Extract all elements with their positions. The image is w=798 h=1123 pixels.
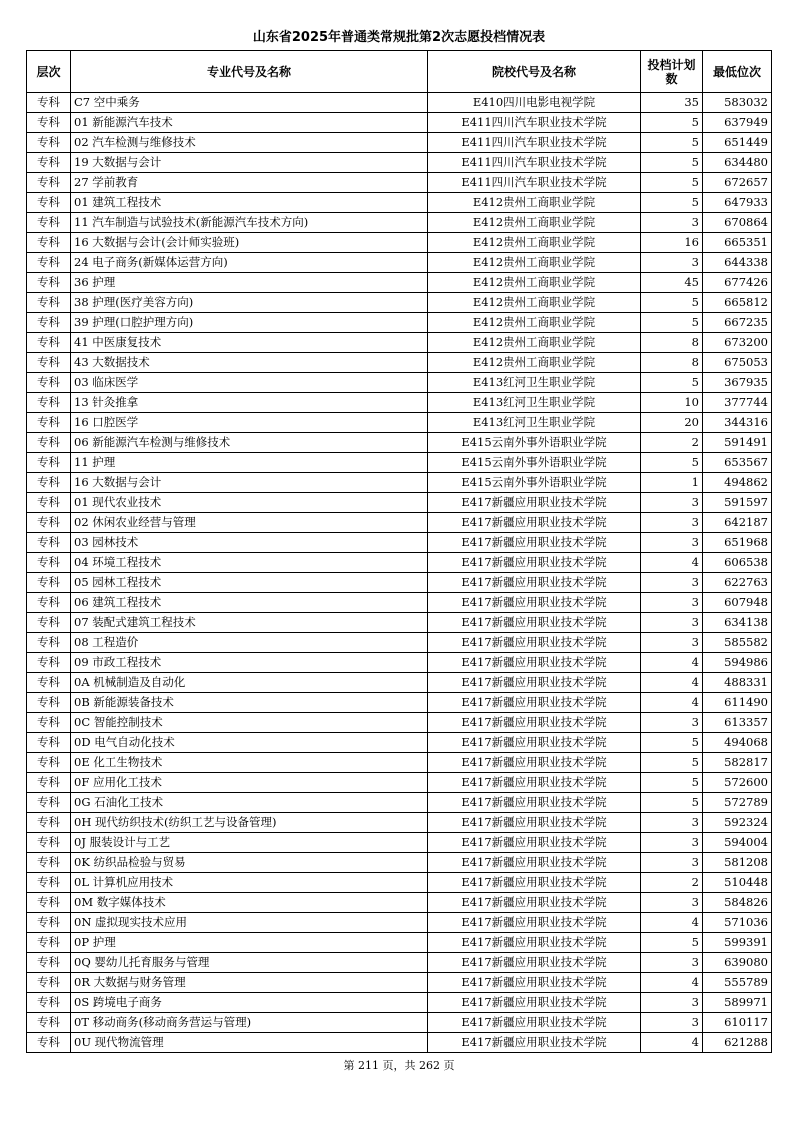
level-cell: 专科 <box>27 553 71 573</box>
plan-count-cell: 8 <box>641 333 703 353</box>
table-row <box>27 733 772 753</box>
level-cell: 专科 <box>27 93 71 113</box>
major-cell: 02 休闲农业经营与管理 <box>71 513 428 533</box>
min-rank-cell: 665812 <box>703 293 772 313</box>
school-cell: E417新疆应用职业技术学院 <box>428 933 641 953</box>
major-cell: 02 汽车检测与维修技术 <box>71 133 428 153</box>
min-rank-cell: 665351 <box>703 233 772 253</box>
level-cell: 专科 <box>27 993 71 1013</box>
level-cell: 专科 <box>27 673 71 693</box>
school-cell: E415云南外事外语职业学院 <box>428 433 641 453</box>
level-cell: 专科 <box>27 793 71 813</box>
min-rank-cell: 494068 <box>703 733 772 753</box>
level-cell: 专科 <box>27 713 71 733</box>
table-row <box>27 1033 772 1053</box>
major-cell: 13 针灸推拿 <box>71 393 428 413</box>
table-row <box>27 933 772 953</box>
plan-count-cell: 5 <box>641 773 703 793</box>
level-cell: 专科 <box>27 473 71 493</box>
table-row <box>27 333 772 353</box>
major-cell: 27 学前教育 <box>71 173 428 193</box>
major-cell: 0K 纺织品检验与贸易 <box>71 853 428 873</box>
plan-count-cell: 4 <box>641 693 703 713</box>
level-cell: 专科 <box>27 813 71 833</box>
table-row <box>27 533 772 553</box>
min-rank-cell: 642187 <box>703 513 772 533</box>
plan-count-cell: 5 <box>641 153 703 173</box>
table-row <box>27 193 772 213</box>
school-cell: E415云南外事外语职业学院 <box>428 453 641 473</box>
level-cell: 专科 <box>27 293 71 313</box>
level-cell: 专科 <box>27 953 71 973</box>
school-cell: E412贵州工商职业学院 <box>428 193 641 213</box>
level-cell: 专科 <box>27 693 71 713</box>
table-row <box>27 853 772 873</box>
table-row <box>27 93 772 113</box>
min-rank-cell: 644338 <box>703 253 772 273</box>
min-rank-cell: 581208 <box>703 853 772 873</box>
major-cell: 24 电子商务(新媒体运营方向) <box>71 253 428 273</box>
major-cell: 0L 计算机应用技术 <box>71 873 428 893</box>
major-cell: 0G 石油化工技术 <box>71 793 428 813</box>
min-rank-cell: 510448 <box>703 873 772 893</box>
school-cell: E412贵州工商职业学院 <box>428 233 641 253</box>
table-row <box>27 753 772 773</box>
min-rank-cell: 488331 <box>703 673 772 693</box>
plan-count-cell: 5 <box>641 173 703 193</box>
major-cell: 03 园林技术 <box>71 533 428 553</box>
min-rank-cell: 599391 <box>703 933 772 953</box>
table-row <box>27 133 772 153</box>
plan-count-cell: 5 <box>641 293 703 313</box>
min-rank-cell: 367935 <box>703 373 772 393</box>
school-cell: E417新疆应用职业技术学院 <box>428 893 641 913</box>
admission-table <box>26 50 772 1053</box>
header-plan: 投档计划数 <box>641 51 703 93</box>
min-rank-cell: 672657 <box>703 173 772 193</box>
plan-count-cell: 35 <box>641 93 703 113</box>
level-cell: 专科 <box>27 513 71 533</box>
min-rank-cell: 594004 <box>703 833 772 853</box>
plan-count-cell: 2 <box>641 873 703 893</box>
min-rank-cell: 651449 <box>703 133 772 153</box>
plan-count-cell: 4 <box>641 1033 703 1053</box>
plan-count-cell: 5 <box>641 793 703 813</box>
min-rank-cell: 571036 <box>703 913 772 933</box>
school-cell: E417新疆应用职业技术学院 <box>428 593 641 613</box>
level-cell: 专科 <box>27 573 71 593</box>
min-rank-cell: 637949 <box>703 113 772 133</box>
major-cell: C7 空中乘务 <box>71 93 428 113</box>
table-row <box>27 573 772 593</box>
major-cell: 0U 现代物流管理 <box>71 1033 428 1053</box>
min-rank-cell: 639080 <box>703 953 772 973</box>
table-row <box>27 153 772 173</box>
school-cell: E413红河卫生职业学院 <box>428 393 641 413</box>
min-rank-cell: 591491 <box>703 433 772 453</box>
level-cell: 专科 <box>27 233 71 253</box>
school-cell: E411四川汽车职业技术学院 <box>428 153 641 173</box>
level-cell: 专科 <box>27 1013 71 1033</box>
min-rank-cell: 634480 <box>703 153 772 173</box>
table-row <box>27 633 772 653</box>
plan-count-cell: 3 <box>641 993 703 1013</box>
level-cell: 专科 <box>27 533 71 553</box>
level-cell: 专科 <box>27 893 71 913</box>
plan-count-cell: 5 <box>641 933 703 953</box>
table-row <box>27 253 772 273</box>
min-rank-cell: 634138 <box>703 613 772 633</box>
major-cell: 0E 化工生物技术 <box>71 753 428 773</box>
plan-count-cell: 3 <box>641 533 703 553</box>
min-rank-cell: 555789 <box>703 973 772 993</box>
table-row <box>27 773 772 793</box>
min-rank-cell: 677426 <box>703 273 772 293</box>
plan-count-cell: 10 <box>641 393 703 413</box>
level-cell: 专科 <box>27 413 71 433</box>
level-cell: 专科 <box>27 853 71 873</box>
plan-count-cell: 5 <box>641 193 703 213</box>
school-cell: E417新疆应用职业技术学院 <box>428 873 641 893</box>
major-cell: 11 汽车制造与试验技术(新能源汽车技术方向) <box>71 213 428 233</box>
table-row <box>27 413 772 433</box>
plan-count-cell: 3 <box>641 813 703 833</box>
school-cell: E417新疆应用职业技术学院 <box>428 793 641 813</box>
major-cell: 03 临床医学 <box>71 373 428 393</box>
school-cell: E417新疆应用职业技术学院 <box>428 493 641 513</box>
major-cell: 0M 数字媒体技术 <box>71 893 428 913</box>
level-cell: 专科 <box>27 493 71 513</box>
plan-count-cell: 3 <box>641 213 703 233</box>
major-cell: 11 护理 <box>71 453 428 473</box>
table-row <box>27 913 772 933</box>
plan-count-cell: 45 <box>641 273 703 293</box>
table-row <box>27 233 772 253</box>
plan-count-cell: 3 <box>641 713 703 733</box>
major-cell: 01 现代农业技术 <box>71 493 428 513</box>
plan-count-cell: 3 <box>641 853 703 873</box>
level-cell: 专科 <box>27 613 71 633</box>
min-rank-cell: 606538 <box>703 553 772 573</box>
major-cell: 06 建筑工程技术 <box>71 593 428 613</box>
table-row <box>27 593 772 613</box>
level-cell: 专科 <box>27 213 71 233</box>
major-cell: 0S 跨境电子商务 <box>71 993 428 1013</box>
plan-count-cell: 5 <box>641 733 703 753</box>
school-cell: E417新疆应用职业技术学院 <box>428 833 641 853</box>
min-rank-cell: 667235 <box>703 313 772 333</box>
min-rank-cell: 622763 <box>703 573 772 593</box>
table-row <box>27 793 772 813</box>
level-cell: 专科 <box>27 933 71 953</box>
school-cell: E417新疆应用职业技术学院 <box>428 1033 641 1053</box>
table-header-row <box>27 51 772 93</box>
page-footer: 第 211 页，共 262 页 <box>343 1059 455 1072</box>
page-title: 山东省2025年普通类常规批第2次志愿投档情况表 <box>252 30 546 45</box>
min-rank-cell: 583032 <box>703 93 772 113</box>
school-cell: E417新疆应用职业技术学院 <box>428 613 641 633</box>
major-cell: 05 园林工程技术 <box>71 573 428 593</box>
major-cell: 19 大数据与会计 <box>71 153 428 173</box>
major-cell: 0H 现代纺织技术(纺织工艺与设备管理) <box>71 813 428 833</box>
plan-count-cell: 4 <box>641 553 703 573</box>
min-rank-cell: 584826 <box>703 893 772 913</box>
plan-count-cell: 3 <box>641 593 703 613</box>
school-cell: E417新疆应用职业技术学院 <box>428 533 641 553</box>
school-cell: E417新疆应用职业技术学院 <box>428 853 641 873</box>
plan-count-cell: 3 <box>641 493 703 513</box>
level-cell: 专科 <box>27 753 71 773</box>
level-cell: 专科 <box>27 633 71 653</box>
plan-count-cell: 5 <box>641 133 703 153</box>
table-row <box>27 833 772 853</box>
level-cell: 专科 <box>27 773 71 793</box>
major-cell: 06 新能源汽车检测与维修技术 <box>71 433 428 453</box>
min-rank-cell: 647933 <box>703 193 772 213</box>
plan-count-cell: 4 <box>641 913 703 933</box>
min-rank-cell: 651968 <box>703 533 772 553</box>
level-cell: 专科 <box>27 453 71 473</box>
school-cell: E417新疆应用职业技术学院 <box>428 673 641 693</box>
level-cell: 专科 <box>27 1033 71 1053</box>
school-cell: E417新疆应用职业技术学院 <box>428 753 641 773</box>
plan-count-cell: 4 <box>641 673 703 693</box>
major-cell: 0B 新能源装备技术 <box>71 693 428 713</box>
min-rank-cell: 594986 <box>703 653 772 673</box>
major-cell: 01 建筑工程技术 <box>71 193 428 213</box>
level-cell: 专科 <box>27 153 71 173</box>
min-rank-cell: 585582 <box>703 633 772 653</box>
min-rank-cell: 613357 <box>703 713 772 733</box>
table-row <box>27 653 772 673</box>
table-row <box>27 713 772 733</box>
school-cell: E412贵州工商职业学院 <box>428 273 641 293</box>
major-cell: 0P 护理 <box>71 933 428 953</box>
table-row <box>27 173 772 193</box>
plan-count-cell: 3 <box>641 513 703 533</box>
plan-count-cell: 5 <box>641 753 703 773</box>
min-rank-cell: 344316 <box>703 413 772 433</box>
major-cell: 07 装配式建筑工程技术 <box>71 613 428 633</box>
level-cell: 专科 <box>27 973 71 993</box>
min-rank-cell: 621288 <box>703 1033 772 1053</box>
major-cell: 41 中医康复技术 <box>71 333 428 353</box>
table-row <box>27 973 772 993</box>
plan-count-cell: 5 <box>641 113 703 133</box>
min-rank-cell: 607948 <box>703 593 772 613</box>
school-cell: E413红河卫生职业学院 <box>428 413 641 433</box>
school-cell: E410四川电影电视学院 <box>428 93 641 113</box>
major-cell: 0N 虚拟现实技术应用 <box>71 913 428 933</box>
plan-count-cell: 3 <box>641 893 703 913</box>
min-rank-cell: 611490 <box>703 693 772 713</box>
table-row <box>27 613 772 633</box>
min-rank-cell: 673200 <box>703 333 772 353</box>
school-cell: E412贵州工商职业学院 <box>428 333 641 353</box>
level-cell: 专科 <box>27 373 71 393</box>
major-cell: 04 环境工程技术 <box>71 553 428 573</box>
plan-count-cell: 3 <box>641 1013 703 1033</box>
min-rank-cell: 377744 <box>703 393 772 413</box>
table-row <box>27 873 772 893</box>
min-rank-cell: 582817 <box>703 753 772 773</box>
min-rank-cell: 589971 <box>703 993 772 1013</box>
major-cell: 0Q 婴幼儿托育服务与管理 <box>71 953 428 973</box>
level-cell: 专科 <box>27 653 71 673</box>
table-row <box>27 293 772 313</box>
table-row <box>27 673 772 693</box>
plan-count-cell: 1 <box>641 473 703 493</box>
school-cell: E411四川汽车职业技术学院 <box>428 113 641 133</box>
level-cell: 专科 <box>27 733 71 753</box>
min-rank-cell: 591597 <box>703 493 772 513</box>
table-row <box>27 473 772 493</box>
level-cell: 专科 <box>27 353 71 373</box>
table-row <box>27 353 772 373</box>
major-cell: 0J 服装设计与工艺 <box>71 833 428 853</box>
header-rank: 最低位次 <box>703 51 772 93</box>
header-major: 专业代号及名称 <box>71 51 428 93</box>
table-row <box>27 393 772 413</box>
major-cell: 0R 大数据与财务管理 <box>71 973 428 993</box>
min-rank-cell: 670864 <box>703 213 772 233</box>
table-row <box>27 813 772 833</box>
table-row <box>27 513 772 533</box>
header-level: 层次 <box>27 51 71 93</box>
level-cell: 专科 <box>27 433 71 453</box>
school-cell: E417新疆应用职业技术学院 <box>428 633 641 653</box>
plan-count-cell: 20 <box>641 413 703 433</box>
level-cell: 专科 <box>27 833 71 853</box>
min-rank-cell: 592324 <box>703 813 772 833</box>
school-cell: E417新疆应用职业技术学院 <box>428 813 641 833</box>
school-cell: E411四川汽车职业技术学院 <box>428 173 641 193</box>
table-row <box>27 893 772 913</box>
plan-count-cell: 4 <box>641 653 703 673</box>
school-cell: E417新疆应用职业技术学院 <box>428 973 641 993</box>
school-cell: E417新疆应用职业技术学院 <box>428 573 641 593</box>
table-row <box>27 453 772 473</box>
school-cell: E412贵州工商职业学院 <box>428 313 641 333</box>
school-cell: E417新疆应用职业技术学院 <box>428 913 641 933</box>
table-row <box>27 373 772 393</box>
min-rank-cell: 572600 <box>703 773 772 793</box>
min-rank-cell: 610117 <box>703 1013 772 1033</box>
level-cell: 专科 <box>27 313 71 333</box>
plan-count-cell: 3 <box>641 953 703 973</box>
plan-count-cell: 16 <box>641 233 703 253</box>
school-cell: E411四川汽车职业技术学院 <box>428 133 641 153</box>
major-cell: 0T 移动商务(移动商务营运与管理) <box>71 1013 428 1033</box>
level-cell: 专科 <box>27 393 71 413</box>
school-cell: E417新疆应用职业技术学院 <box>428 513 641 533</box>
table-row <box>27 953 772 973</box>
school-cell: E417新疆应用职业技术学院 <box>428 953 641 973</box>
major-cell: 08 工程造价 <box>71 633 428 653</box>
plan-count-cell: 3 <box>641 613 703 633</box>
major-cell: 0D 电气自动化技术 <box>71 733 428 753</box>
min-rank-cell: 675053 <box>703 353 772 373</box>
min-rank-cell: 572789 <box>703 793 772 813</box>
table-row <box>27 273 772 293</box>
plan-count-cell: 3 <box>641 253 703 273</box>
school-cell: E417新疆应用职业技术学院 <box>428 653 641 673</box>
table-row <box>27 993 772 1013</box>
school-cell: E412贵州工商职业学院 <box>428 213 641 233</box>
major-cell: 38 护理(医疗美容方向) <box>71 293 428 313</box>
school-cell: E417新疆应用职业技术学院 <box>428 733 641 753</box>
plan-count-cell: 5 <box>641 313 703 333</box>
school-cell: E412贵州工商职业学院 <box>428 353 641 373</box>
plan-count-cell: 3 <box>641 833 703 853</box>
level-cell: 专科 <box>27 913 71 933</box>
major-cell: 39 护理(口腔护理方向) <box>71 313 428 333</box>
header-school: 院校代号及名称 <box>428 51 641 93</box>
level-cell: 专科 <box>27 593 71 613</box>
level-cell: 专科 <box>27 873 71 893</box>
table-body <box>27 93 772 1053</box>
level-cell: 专科 <box>27 173 71 193</box>
major-cell: 16 大数据与会计 <box>71 473 428 493</box>
table-row <box>27 553 772 573</box>
school-cell: E412贵州工商职业学院 <box>428 293 641 313</box>
school-cell: E417新疆应用职业技术学院 <box>428 993 641 1013</box>
major-cell: 09 市政工程技术 <box>71 653 428 673</box>
table-row <box>27 113 772 133</box>
table-row <box>27 433 772 453</box>
plan-count-cell: 5 <box>641 373 703 393</box>
level-cell: 专科 <box>27 193 71 213</box>
table-row <box>27 1013 772 1033</box>
school-cell: E417新疆应用职业技术学院 <box>428 693 641 713</box>
plan-count-cell: 8 <box>641 353 703 373</box>
table-row <box>27 313 772 333</box>
major-cell: 0A 机械制造及自动化 <box>71 673 428 693</box>
school-cell: E417新疆应用职业技术学院 <box>428 553 641 573</box>
school-cell: E417新疆应用职业技术学院 <box>428 713 641 733</box>
plan-count-cell: 3 <box>641 633 703 653</box>
plan-count-cell: 4 <box>641 973 703 993</box>
level-cell: 专科 <box>27 253 71 273</box>
major-cell: 36 护理 <box>71 273 428 293</box>
plan-count-cell: 5 <box>641 453 703 473</box>
level-cell: 专科 <box>27 133 71 153</box>
table-row <box>27 693 772 713</box>
level-cell: 专科 <box>27 273 71 293</box>
min-rank-cell: 494862 <box>703 473 772 493</box>
major-cell: 0C 智能控制技术 <box>71 713 428 733</box>
major-cell: 01 新能源汽车技术 <box>71 113 428 133</box>
level-cell: 专科 <box>27 333 71 353</box>
school-cell: E415云南外事外语职业学院 <box>428 473 641 493</box>
major-cell: 43 大数据技术 <box>71 353 428 373</box>
plan-count-cell: 2 <box>641 433 703 453</box>
school-cell: E417新疆应用职业技术学院 <box>428 773 641 793</box>
major-cell: 16 口腔医学 <box>71 413 428 433</box>
level-cell: 专科 <box>27 113 71 133</box>
major-cell: 0F 应用化工技术 <box>71 773 428 793</box>
table-row <box>27 493 772 513</box>
school-cell: E417新疆应用职业技术学院 <box>428 1013 641 1033</box>
min-rank-cell: 653567 <box>703 453 772 473</box>
table-row <box>27 213 772 233</box>
plan-count-cell: 3 <box>641 573 703 593</box>
school-cell: E413红河卫生职业学院 <box>428 373 641 393</box>
major-cell: 16 大数据与会计(会计师实验班) <box>71 233 428 253</box>
school-cell: E412贵州工商职业学院 <box>428 253 641 273</box>
